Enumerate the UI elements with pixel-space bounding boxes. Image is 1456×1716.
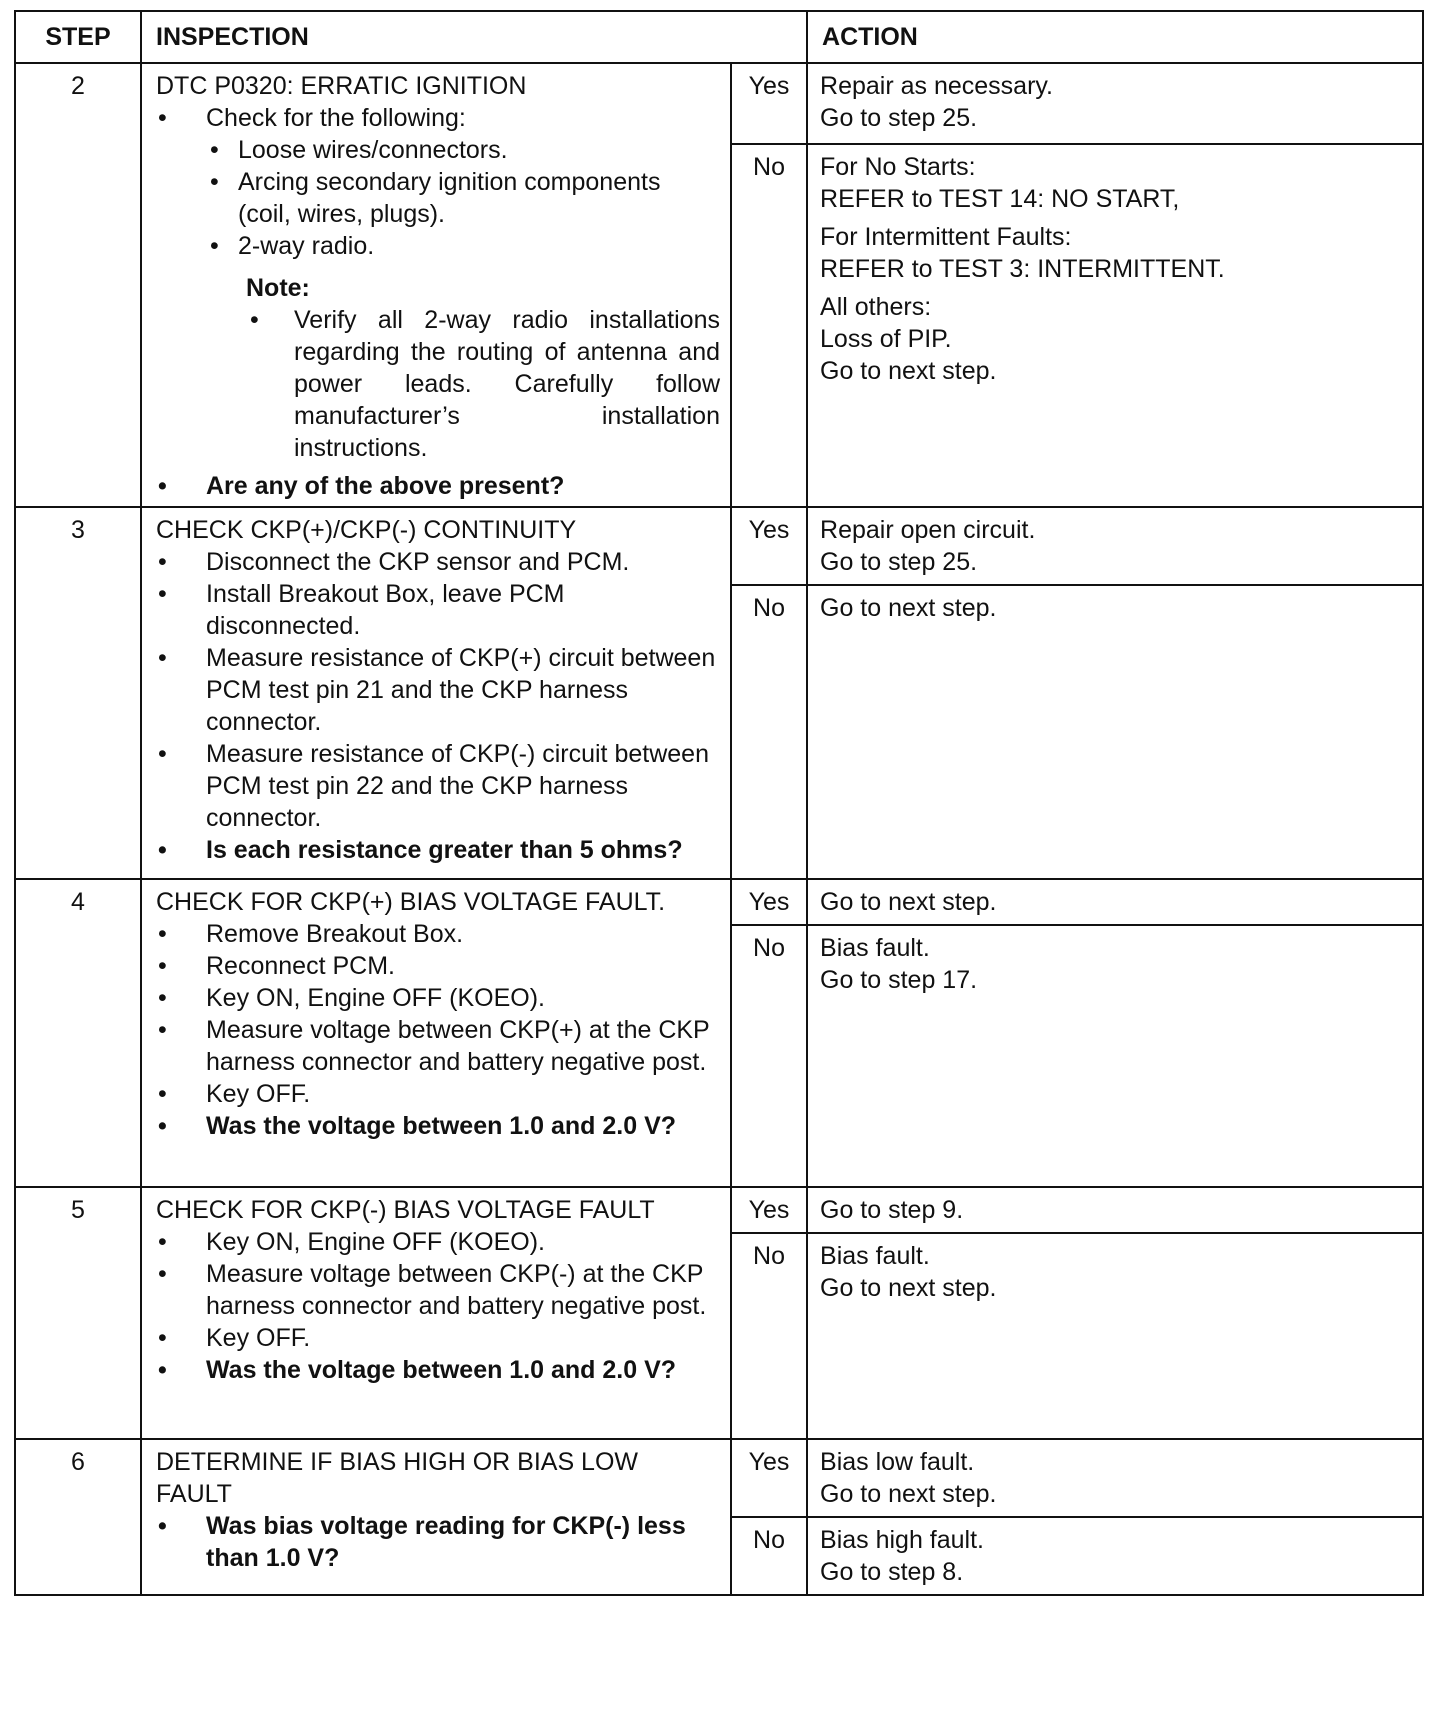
question: • Was the voltage between 1.0 and 2.0 V? (156, 1110, 720, 1142)
bullet-item: • Key OFF. (156, 1322, 720, 1354)
bullet-item: • Key OFF. (156, 1078, 720, 1110)
yes-label: Yes (731, 1187, 807, 1233)
inspection-title: CHECK FOR CKP(-) BIAS VOLTAGE FAULT (156, 1196, 655, 1224)
bullet-item: • Measure voltage between CKP(-) at the CKP harness connector and battery negative post. (156, 1258, 720, 1322)
step-row-yes (15, 507, 1423, 585)
bullet-list (156, 1510, 720, 1574)
bullet-list (156, 102, 720, 262)
inspection-title: CHECK FOR CKP(+) BIAS VOLTAGE FAULT. (156, 888, 666, 916)
sub-bullet-item: • Arcing secondary ignition components (coil, wires, plugs). (206, 166, 720, 230)
yes-action: Repair as necessary. Go to step 25. (807, 63, 1423, 144)
yes-action: Go to step 9. (807, 1187, 1423, 1233)
bullet-list (156, 918, 720, 1142)
step-number: 3 (15, 507, 141, 879)
inspection-cell (141, 879, 731, 1187)
bullet-item: • Key ON, Engine OFF (KOEO). (156, 982, 720, 1014)
header-inspection: INSPECTION (141, 11, 807, 63)
inspection-cell (141, 1187, 731, 1439)
no-label: No (731, 925, 807, 1187)
step-number: 4 (15, 879, 141, 1187)
sub-bullet-item: • 2-way radio. (206, 230, 720, 262)
inspection-cell (141, 1439, 731, 1595)
bullet-item: • Measure voltage between CKP(+) at the CKP harness connector and battery negative post. (156, 1014, 720, 1078)
step-number: 5 (15, 1187, 141, 1439)
no-label: No (731, 1233, 807, 1439)
step-row-yes (15, 879, 1423, 925)
sub-bullet-list (206, 134, 720, 262)
bullet-list (156, 1226, 720, 1386)
yes-label: Yes (731, 879, 807, 925)
bullet-item: • Remove Breakout Box. (156, 918, 720, 950)
step-number: 6 (15, 1439, 141, 1595)
note-text: • Verify all 2-way radio installations regarding the routing of antenna and power leads. Carefully follow manufacturer’s installation instructions. (246, 304, 720, 464)
yes-action: Go to next step. (807, 879, 1423, 925)
header-action: ACTION (807, 11, 1423, 63)
question: • Was bias voltage reading for CKP(-) less than 1.0 V? (156, 1510, 720, 1574)
note-label: Note: (246, 274, 310, 302)
inspection-title: DTC P0320: ERRATIC IGNITION (156, 72, 527, 100)
question: • Was the voltage between 1.0 and 2.0 V? (156, 1354, 720, 1386)
yes-label: Yes (731, 1439, 807, 1517)
step-row-yes (15, 63, 1423, 144)
bullet-item: • Key ON, Engine OFF (KOEO). (156, 1226, 720, 1258)
no-action: Bias fault. Go to next step. (807, 1233, 1423, 1439)
yes-label: Yes (731, 63, 807, 144)
yes-label: Yes (731, 507, 807, 585)
no-action: Bias high fault. Go to step 8. (807, 1517, 1423, 1595)
no-action: For No Starts: REFER to TEST 14: NO START, For Intermittent Faults: REFER to TEST 3: INTERMITTENT. All others: Loss of PIP. Go to next step. (807, 144, 1423, 507)
bullet-item: • Check for the following: • Loose wires/connectors. • Arcing secondary ignition components (coil, wires, plugs). • 2-way radio. (156, 102, 720, 262)
header-step: STEP (15, 11, 141, 63)
diagnostic-table (14, 10, 1424, 1596)
step-row-yes (15, 1187, 1423, 1233)
inspection-title: CHECK CKP(+)/CKP(-) CONTINUITY (156, 516, 577, 544)
step-number: 2 (15, 63, 141, 507)
no-label: No (731, 1517, 807, 1595)
bullet-item: • Disconnect the CKP sensor and PCM. (156, 546, 720, 578)
no-action: Bias fault. Go to step 17. (807, 925, 1423, 1187)
bullet-list (156, 546, 720, 866)
header-row (15, 11, 1423, 63)
sub-bullet-item: • Loose wires/connectors. (206, 134, 720, 166)
inspection-title: DETERMINE IF BIAS HIGH OR BIAS LOW FAULT (156, 1448, 639, 1508)
no-label: No (731, 585, 807, 879)
no-action: Go to next step. (807, 585, 1423, 879)
step-row-yes (15, 1439, 1423, 1517)
bullet-item: • Install Breakout Box, leave PCM disconnected. (156, 578, 720, 642)
yes-action: Repair open circuit. Go to step 25. (807, 507, 1423, 585)
inspection-cell (141, 507, 731, 879)
no-label: No (731, 144, 807, 507)
note-block (246, 272, 720, 464)
inspection-cell (141, 63, 731, 507)
bullet-item: • Reconnect PCM. (156, 950, 720, 982)
question: • Is each resistance greater than 5 ohms? (156, 834, 720, 866)
bullet-item: • Measure resistance of CKP(+) circuit between PCM test pin 21 and the CKP harness connector. (156, 642, 720, 738)
yes-action: Bias low fault. Go to next step. (807, 1439, 1423, 1517)
bullet-item: • Measure resistance of CKP(-) circuit between PCM test pin 22 and the CKP harness connector. (156, 738, 720, 834)
question: • Are any of the above present? (156, 470, 720, 502)
